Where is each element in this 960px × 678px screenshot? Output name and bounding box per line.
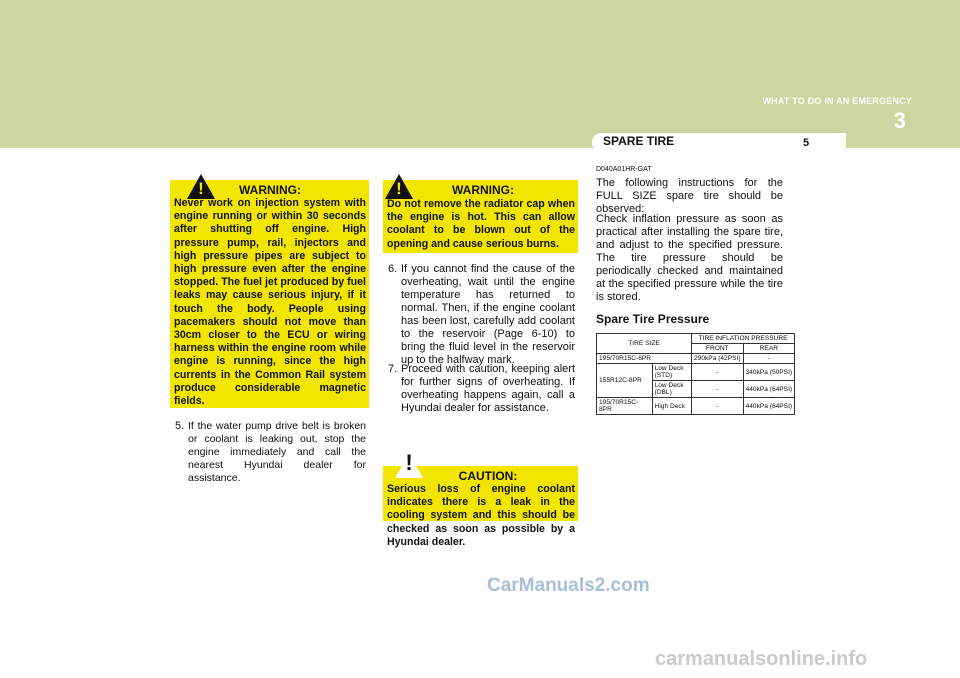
header-band <box>0 0 960 148</box>
warning-text: Never work on injection system with engine running or within 30 seconds after shutting off engine. High pressure pump, rail, injectors and high pressure pipes are subject to high pressure even after the engine stopped. The fuel jet produced by fuel leaks may cause serious injury, if it touch the body. People using pacemakers should not move than 30cm closer to the ECU or wiring harness within the engine room while engine is running, since the high currents in the Common Rail system produce considerable magnetic fields. <box>174 197 366 408</box>
exclamation-icon: ! <box>405 450 413 475</box>
rear-cell: 440kPa (64PSI) <box>743 381 795 398</box>
caution-title: CAUTION: <box>458 469 518 483</box>
list-number: 5. <box>175 420 185 432</box>
tire-size-cell: 195/70R15C-6PR <box>597 354 692 364</box>
rear-cell: - <box>743 354 795 364</box>
intro-paragraph: The following instructions for the FULL SIZE spare tire should be observed: <box>596 177 783 215</box>
injection-warning-box <box>170 180 369 408</box>
list-number: 7. <box>388 363 398 375</box>
header-rear: REAR <box>743 344 795 354</box>
list-text: If the water pump drive belt is broken or coolant is leaking out, stop the engine immediately and call the nearest Hyundai dealer for assistance. <box>188 420 366 484</box>
rear-cell: 340kPa (50PSI) <box>743 364 795 381</box>
header-front: FRONT <box>692 344 744 354</box>
list-text: If you cannot find the cause of the overheating, wait until the engine temperature has returned to normal. Then, if the engine coolant has been lost, carefully add coolant to the reservoir (Page 6-10) to bring the fluid level in the reservoir up to the halfway mark. <box>401 263 575 366</box>
list-number: 6. <box>388 263 398 275</box>
chapter-label: WHAT TO DO IN AN EMERGENCY <box>762 96 912 106</box>
front-cell: 290kPa (42PSI) <box>692 354 744 364</box>
subheading: Spare Tire Pressure <box>596 312 710 326</box>
exclamation-icon: ! <box>396 179 402 198</box>
list-item-7 <box>388 363 575 415</box>
tire-size-cell: 155R12C-8PR <box>597 364 653 398</box>
list-item-5 <box>175 420 366 485</box>
tire-size-cell: 195/70R15C-8PR <box>597 398 653 415</box>
watermark-carmanuals2: CarManuals2.com <box>487 575 650 596</box>
front-cell: - <box>692 364 744 381</box>
warning-text: Do not remove the radiator cap when the engine is hot. This can allow coolant to be blown out of the opening and cause serious burns. <box>387 198 575 250</box>
section-title: SPARE TIRE <box>603 134 675 148</box>
deck-cell: High Deck <box>652 398 691 415</box>
rear-cell: 440kPa (64PSI) <box>743 398 795 415</box>
coolant-caution-box <box>383 450 578 548</box>
list-item-6 <box>388 263 575 367</box>
radiator-warning-box <box>383 180 578 253</box>
chapter-number: 3 <box>893 108 906 133</box>
exclamation-icon: ! <box>198 179 204 198</box>
deck-cell: Low Deck (DBL) <box>652 381 691 398</box>
watermark-carmanualsonline: carmanualsonline.info <box>655 648 868 670</box>
table-row <box>597 354 795 364</box>
warning-title: WARNING: <box>452 183 514 197</box>
warning-title: WARNING: <box>239 183 301 197</box>
page-number: 5 <box>798 135 814 151</box>
front-cell: - <box>692 398 744 415</box>
body-paragraph: Check inflation pressure as soon as practical after installing the spare tire, and adjust to the specified pressure. The tire pressure should be periodically checked and maintained at the specified pressure while the tire is stored. <box>596 213 783 303</box>
document-code: D040A01HR-GAT <box>596 166 652 173</box>
header-inflation: TIRE INFLATION PRESSURE <box>692 334 795 344</box>
deck-cell: Low Deck (STD) <box>652 364 691 381</box>
spare-tire-pressure-table <box>596 333 795 415</box>
header-tire-size: TIRE SIZE <box>597 334 692 354</box>
list-text: Proceed with caution, keeping alert for further signs of overheating. If overheating happens again, call a Hyundai dealer for assistance. <box>401 363 575 414</box>
caution-text: Serious loss of engine coolant indicates there is a leak in the cooling system and this should be checked as soon as possible by a Hyundai dealer. <box>387 483 575 548</box>
table-row <box>597 364 795 381</box>
front-cell: - <box>692 381 744 398</box>
table-row <box>597 398 795 415</box>
